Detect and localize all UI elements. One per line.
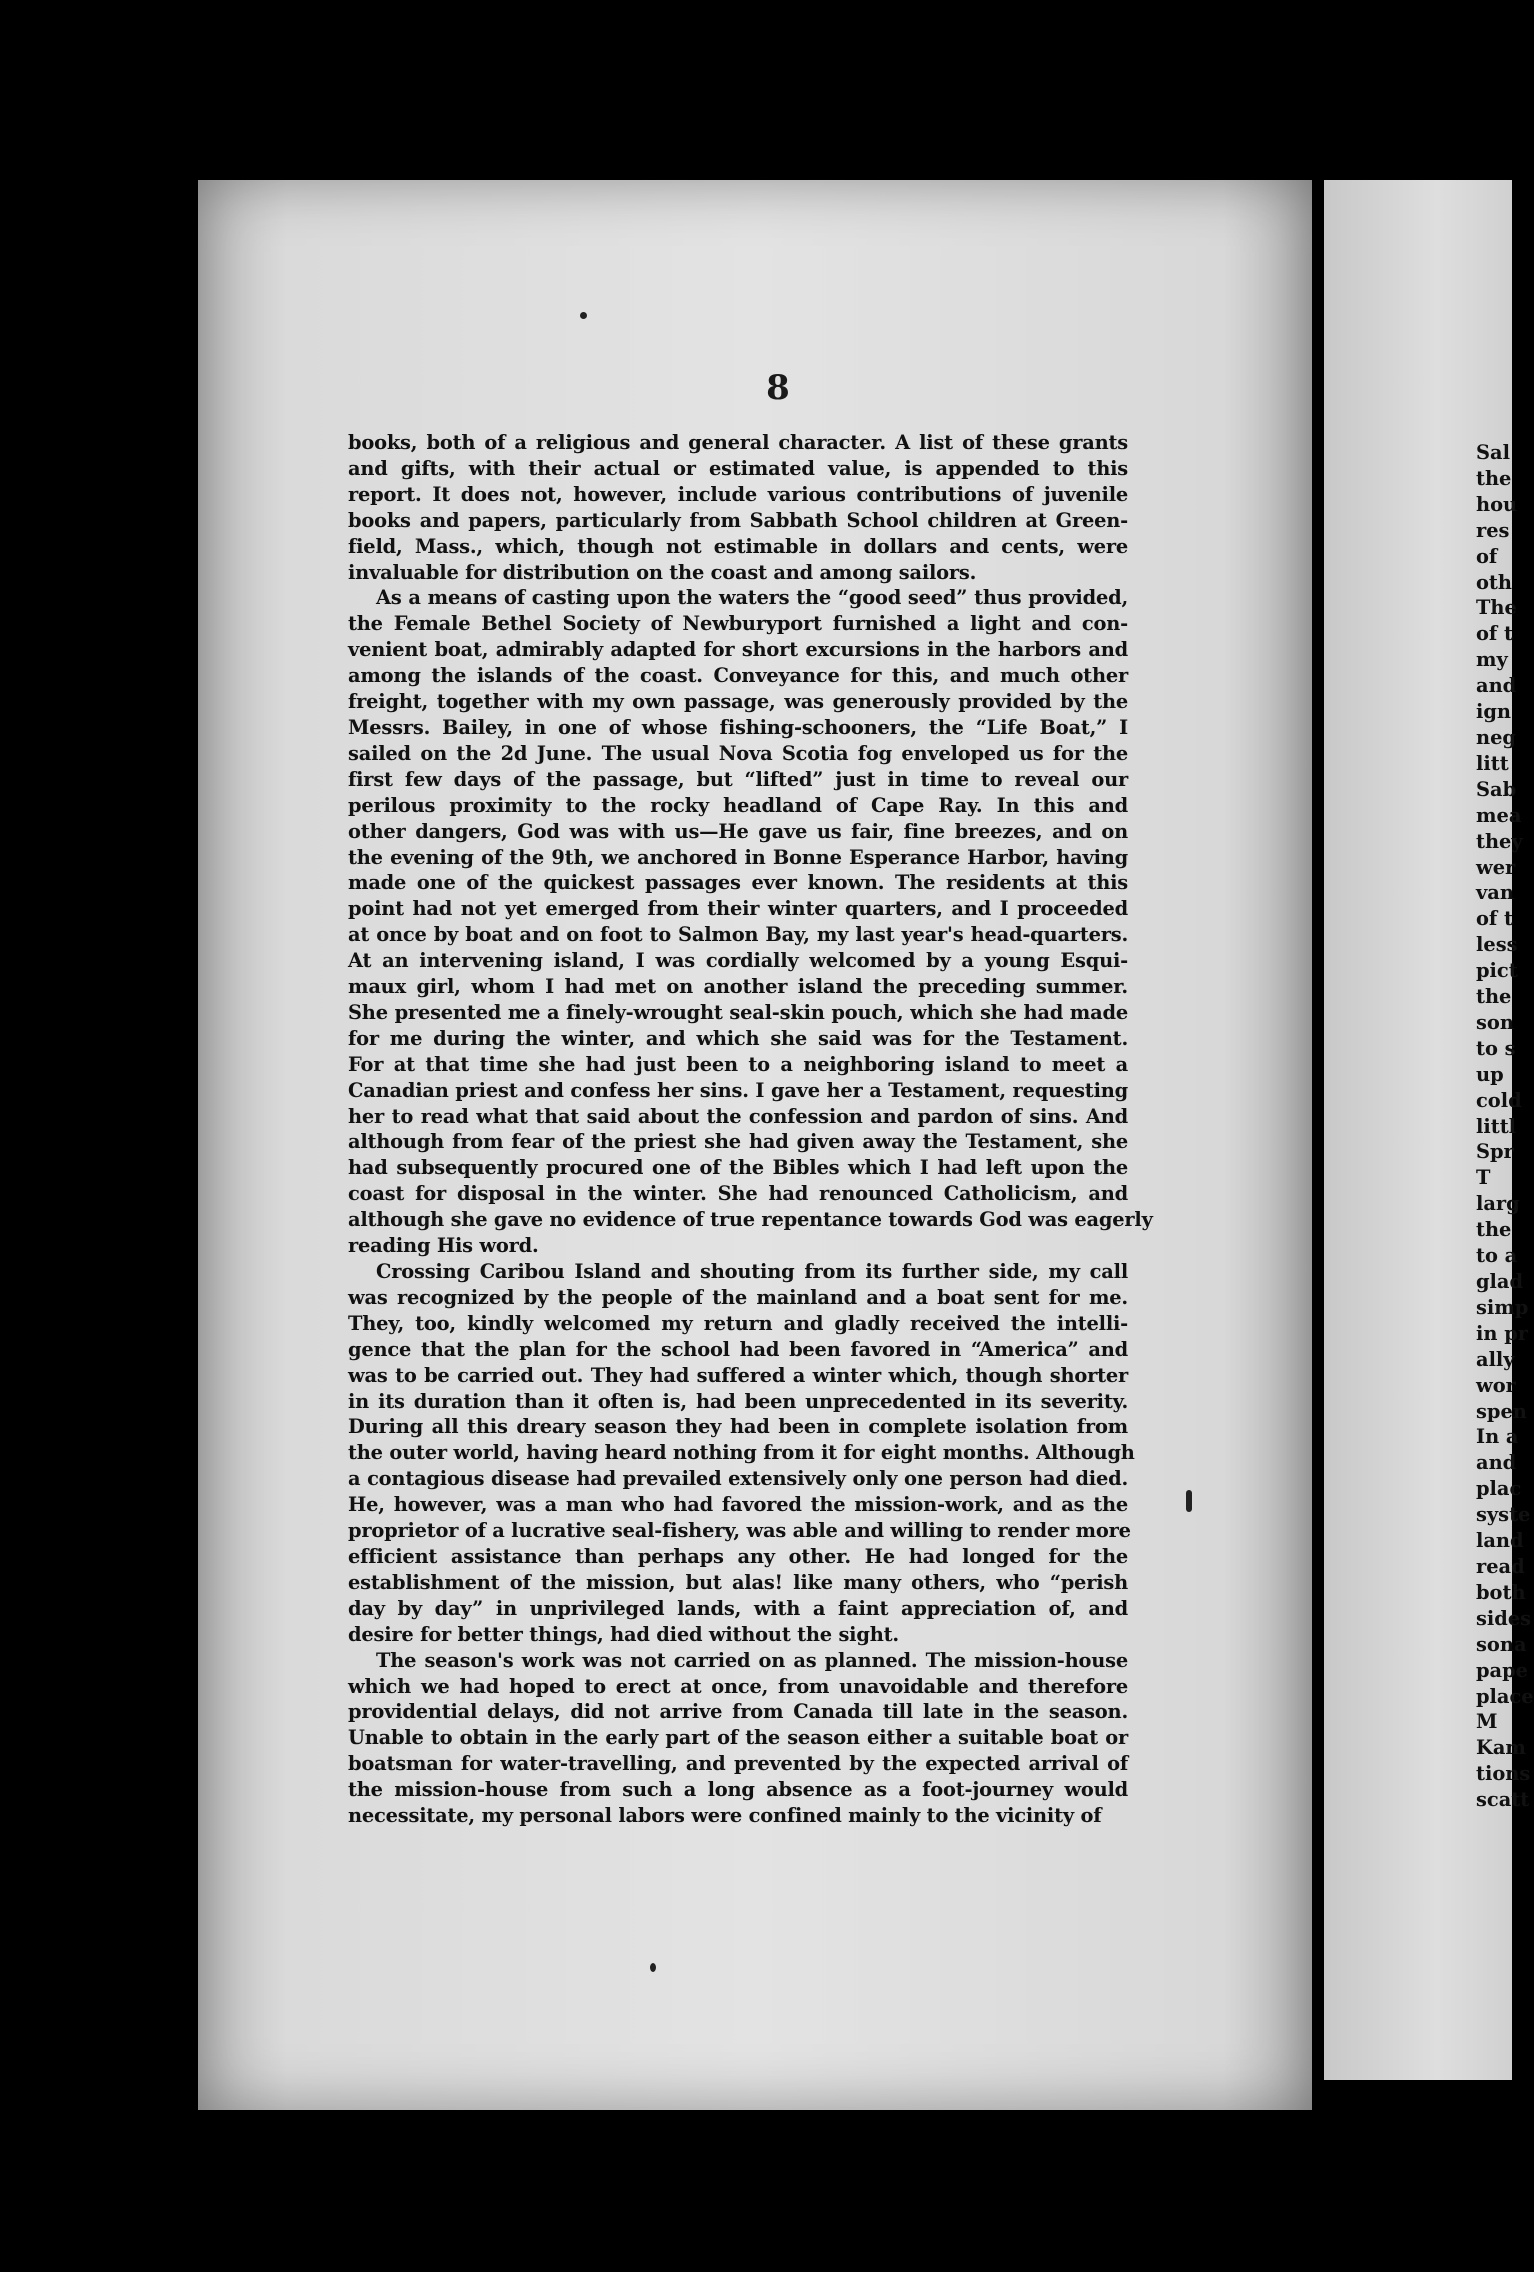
fragment-line: M <box>1476 1710 1498 1734</box>
text-line: Crossing Caribou Island and shouting from its further side, my call <box>376 1260 1128 1283</box>
text-line: made one of the quickest passages ever known. The residents at this <box>348 871 1128 895</box>
text-line: for me during the winter, and which she said was for the Testament. <box>348 1026 1128 1050</box>
fragment-line: neg <box>1476 725 1516 749</box>
text-line: at once by boat and on foot to Salmon Bay, my last year's head-quarters. <box>348 923 1128 947</box>
text-line: They, too, kindly welcomed my return and gladly received the intelli- <box>348 1311 1128 1335</box>
fragment-line: my <box>1476 648 1508 672</box>
fragment-line: pape <box>1476 1658 1529 1682</box>
text-line: coast for disposal in the winter. She had renounced Catholicism, and <box>348 1182 1128 1206</box>
fragment-line: the <box>1476 1218 1512 1242</box>
fragment-line: The <box>1476 596 1517 620</box>
text-line: As a means of casting upon the waters the “good seed” thus provided, <box>376 586 1128 610</box>
text-line: books, both of a religious and general character. A list of these grants <box>348 431 1128 454</box>
text-line: freight, together with my own passage, was generously provided by the <box>348 690 1128 714</box>
fragment-line: of t <box>1476 622 1513 646</box>
fragment-line: mea <box>1476 803 1522 827</box>
text-line: and gifts, with their actual or estimated value, is appended to this <box>348 456 1128 480</box>
text-line: which we had hoped to erect at once, from unavoidable and therefore <box>348 1674 1128 1698</box>
fragment-line: sides <box>1476 1606 1532 1630</box>
text-line: had subsequently procured one of the Bibles which I had left upon the <box>348 1156 1128 1180</box>
document-page <box>198 180 1312 2110</box>
text-line: Canadian priest and confess her sins. I gave her a Testament, requesting <box>348 1078 1128 1102</box>
text-line: maux girl, whom I had met on another island the preceding summer. <box>348 975 1128 999</box>
text-line: The season's work was not carried on as planned. The mission-house <box>376 1648 1128 1672</box>
text-line: the mission-house from such a long absence as a foot-journey would <box>348 1778 1128 1802</box>
fragment-line: son <box>1476 1010 1514 1034</box>
fragment-line: ally <box>1476 1347 1515 1371</box>
fragment-line: pict <box>1476 959 1518 983</box>
fragment-line: of <box>1476 544 1498 568</box>
text-line: efficient assistance than perhaps any other. He had longed for the <box>348 1544 1128 1568</box>
text-line: was to be carried out. They had suffered a winter which, though shorter <box>348 1363 1128 1387</box>
fragment-line: van <box>1476 881 1514 905</box>
speck <box>1186 1490 1192 1512</box>
fragment-line: Sal <box>1476 441 1510 464</box>
text-line: boatsman for water-travelling, and prevented by the expected arrival of <box>348 1752 1128 1776</box>
text-line: Unable to obtain in the early part of the season either a suitable boat or <box>348 1726 1128 1750</box>
text-line: establishment of the mission, but alas! like many others, who “perish <box>348 1570 1128 1594</box>
fragment-line: the <box>1476 985 1512 1009</box>
text-line: the outer world, having heard nothing from it for eight months. Although <box>348 1441 1135 1465</box>
text-line: the evening of the 9th, we anchored in Bonne Esperance Harbor, having <box>348 845 1128 869</box>
fragment-line: Kam <box>1476 1736 1526 1760</box>
fragment-line: sona <box>1476 1632 1527 1656</box>
text-line: perilous proximity to the rocky headland of Cape Ray. In this and <box>348 793 1128 817</box>
fragment-line: they <box>1476 829 1523 853</box>
fragment-line: to a <box>1476 1244 1518 1268</box>
body-text <box>348 430 1153 1829</box>
text-line: day by day” in unprivileged lands, with a faint appreciation of, and <box>348 1596 1128 1620</box>
fragment-line: wor <box>1476 1373 1516 1397</box>
text-line: although from fear of the priest she had given away the Testament, she <box>348 1130 1128 1154</box>
fragment-line: less <box>1476 933 1518 957</box>
fragment-line: cold <box>1476 1088 1522 1112</box>
text-line: reading His word. <box>348 1234 539 1258</box>
text-line: first few days of the passage, but “lifted” just in time to reveal our <box>348 767 1128 791</box>
adjacent-page-edge <box>1324 180 1534 2080</box>
fragment-line: glad <box>1476 1270 1524 1293</box>
text-line: the Female Bethel Society of Newburyport furnished a light and con- <box>348 612 1128 636</box>
text-line: was recognized by the people of the mainland and a boat sent for me. <box>348 1285 1128 1309</box>
fragment-line: both <box>1476 1580 1526 1604</box>
fragment-line: land <box>1476 1529 1524 1553</box>
fragment-line: simp <box>1476 1295 1529 1319</box>
fragment-line: Spr <box>1476 1140 1514 1164</box>
text-line: report. It does not, however, include various contributions of juvenile <box>348 482 1128 506</box>
fragment-line: plac <box>1476 1477 1522 1501</box>
text-line: although she gave no evidence of true repentance towards God was eagerly <box>348 1208 1153 1232</box>
fragment-line: wer <box>1476 855 1516 879</box>
text-line: providential delays, did not arrive from Canada till late in the season. <box>348 1700 1128 1724</box>
fragment-line: syste <box>1476 1503 1531 1527</box>
fragment-line: spen <box>1476 1399 1527 1423</box>
speck <box>650 1963 656 1972</box>
text-line: At an intervening island, I was cordially welcomed by a young Esqui- <box>348 949 1128 973</box>
text-line: She presented me a finely-wrought seal-skin pouch, which she had made <box>348 1000 1128 1024</box>
fragment-line: hou <box>1476 492 1518 516</box>
fragment-line: litt <box>1476 751 1509 775</box>
text-line: among the islands of the coast. Conveyance for this, and much other <box>348 664 1128 688</box>
fragment-line: T <box>1476 1166 1491 1190</box>
fragment-line: of t <box>1476 907 1513 931</box>
text-line: a contagious disease had prevailed extensively only one person had died. <box>348 1467 1128 1491</box>
text-line: desire for better things, had died without the sight. <box>348 1622 899 1646</box>
fragment-line: scatt <box>1476 1788 1530 1812</box>
text-line: necessitate, my personal labors were confined mainly to the vicinity of <box>348 1804 1102 1828</box>
speck <box>580 312 587 319</box>
fragment-line: larg <box>1476 1192 1520 1216</box>
fragment-line: to s <box>1476 1036 1516 1060</box>
fragment-line: tions <box>1476 1762 1531 1786</box>
text-line: in its duration than it often is, had been unprecedented in its severity. <box>348 1389 1128 1413</box>
text-line: sailed on the 2d June. The usual Nova Scotia fog enveloped us for the <box>348 741 1128 765</box>
fragment-line: and <box>1476 674 1517 698</box>
fragment-line: place <box>1476 1684 1534 1708</box>
text-line: her to read what that said about the confession and pardon of sins. And <box>348 1104 1128 1128</box>
adjacent-page-fragments <box>1476 440 1534 1813</box>
text-line: point had not yet emerged from their winter quarters, and I proceeded <box>348 897 1128 921</box>
text-line: venient boat, admirably adapted for short excursions in the harbors and <box>348 638 1128 662</box>
fragment-line: In a <box>1476 1425 1519 1449</box>
text-line: invaluable for distribution on the coast and among sailors. <box>348 560 977 584</box>
text-line: other dangers, God was with us—He gave us fair, fine breezes, and on <box>348 819 1128 843</box>
fragment-line: res <box>1476 518 1510 542</box>
fragment-line: in pr <box>1476 1321 1528 1345</box>
page-gutter <box>1312 210 1324 2072</box>
fragment-line: Sab <box>1476 777 1517 801</box>
text-line: During all this dreary season they had been in complete isolation from <box>348 1415 1128 1439</box>
text-line: proprietor of a lucrative seal-fishery, was able and willing to render more <box>348 1519 1131 1543</box>
fragment-line: up <box>1476 1062 1504 1086</box>
fragment-line: read <box>1476 1554 1525 1578</box>
fragment-line: and <box>1476 1451 1517 1475</box>
text-line: For at that time she had just been to a neighboring island to meet a <box>348 1052 1128 1076</box>
fragment-line: the <box>1476 466 1512 490</box>
text-line: field, Mass., which, though not estimable in dollars and cents, were <box>348 534 1128 558</box>
page-number: 8 <box>766 368 790 408</box>
fragment-line: ign <box>1476 700 1512 724</box>
fragment-line: littl <box>1476 1114 1517 1138</box>
text-line: Messrs. Bailey, in one of whose fishing-schooners, the “Life Boat,” I <box>348 715 1128 739</box>
fragment-line: oth <box>1476 570 1512 594</box>
text-line: gence that the plan for the school had been favored in “America” and <box>348 1337 1128 1361</box>
text-line: He, however, was a man who had favored the mission-work, and as the <box>348 1493 1128 1517</box>
text-line: books and papers, particularly from Sabbath School children at Green- <box>348 508 1128 532</box>
